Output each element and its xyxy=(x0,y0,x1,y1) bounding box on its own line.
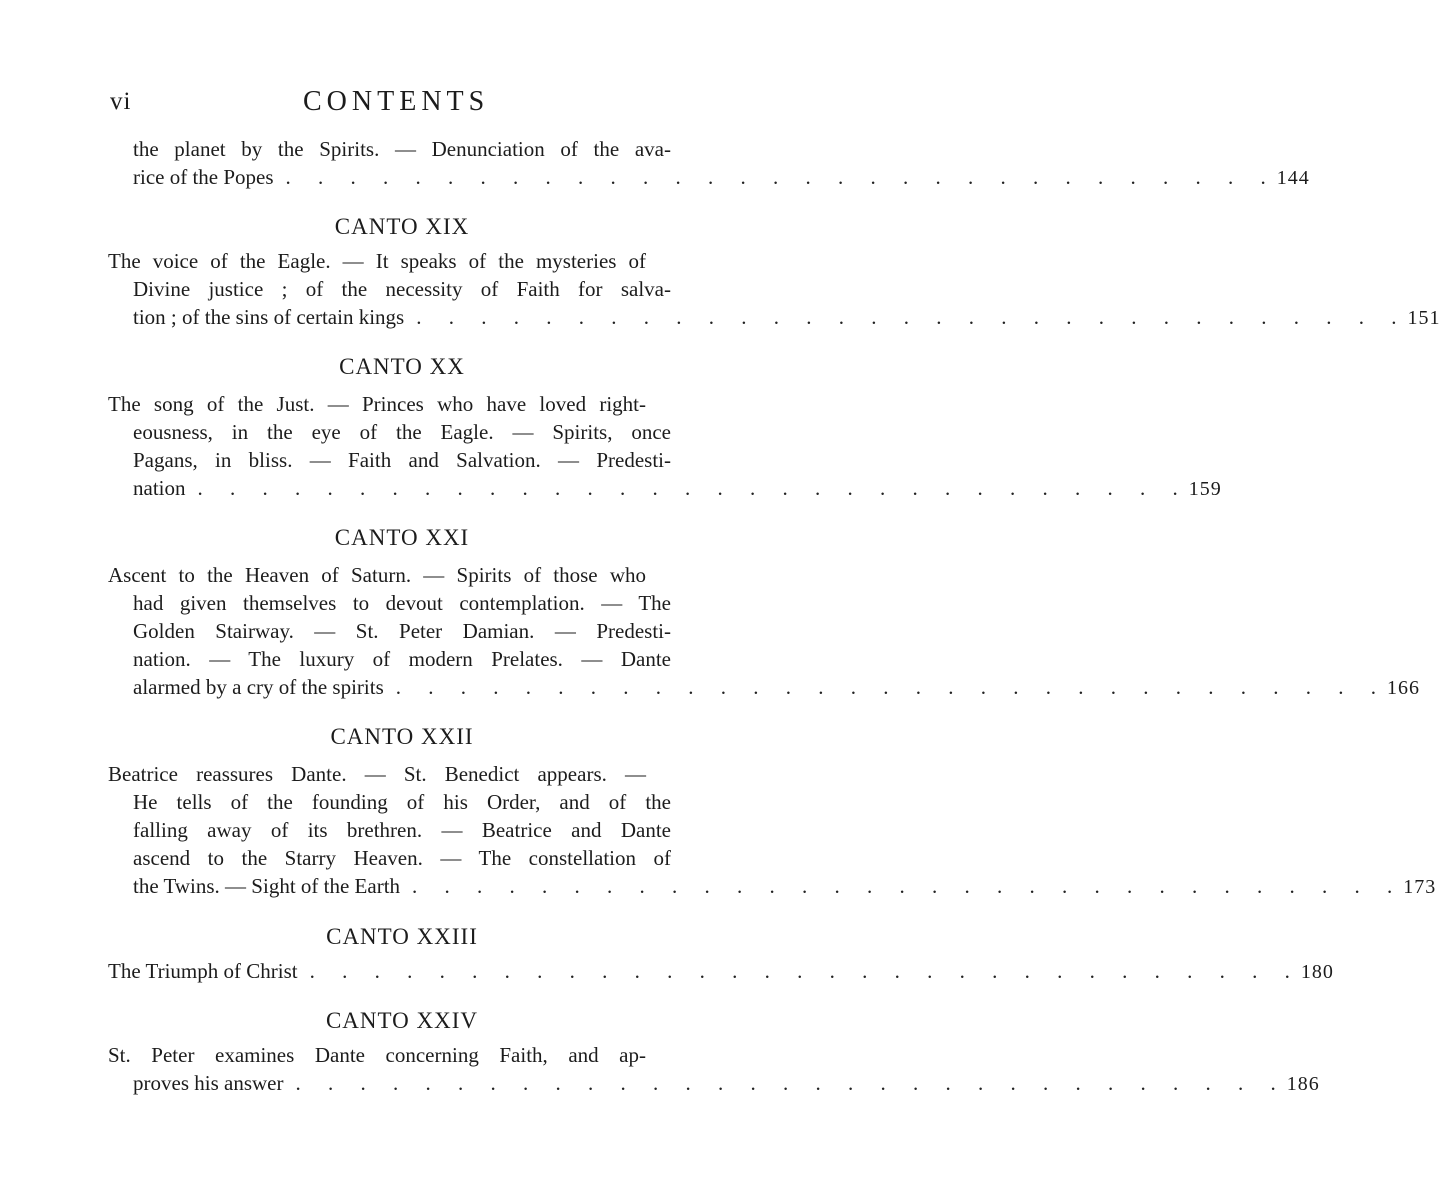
entry-page-number: 144 xyxy=(1276,167,1310,189)
entry-page-number: 151 xyxy=(1407,307,1440,329)
entry-line: tion ; of the sins of certain kings xyxy=(133,305,405,329)
entry-page-number: 166 xyxy=(1387,677,1420,699)
dot-leader: . . . . . . . . . . . . . . . . . . . . . . . . . . . . . . . xyxy=(412,874,1404,898)
entry-line: He tells of the founding of his Order, and of the xyxy=(133,790,671,814)
canto-heading: CANTO XIX xyxy=(334,214,470,239)
dot-leader: . . . . . . . . . . . . . . . . . . . . . . . . . . . . . . . xyxy=(309,959,1301,983)
canto-heading: CANTO XX xyxy=(339,354,465,379)
toc-entry xyxy=(108,561,1420,701)
canto-heading: CANTO XXI xyxy=(334,525,470,550)
entry-line: the planet by the Spirits. — Denunciation of the ava- xyxy=(133,137,671,161)
toc-entry xyxy=(108,390,1222,502)
entry-line: ascend to the Starry Heaven. — The constellation of xyxy=(133,846,671,870)
entry-line: The voice of the Eagle. — It speaks of the mysteries of xyxy=(108,249,646,273)
entry-line: Divine justice ; of the necessity of Faith for salva- xyxy=(133,277,671,301)
entry-page-number: 159 xyxy=(1188,478,1222,500)
entry-last-line xyxy=(108,163,1310,191)
canto-heading: CANTO XXIV xyxy=(325,1008,479,1033)
running-head: CONTENTS xyxy=(303,86,490,117)
canto-heading: CANTO XXII xyxy=(330,724,474,749)
entry-line: alarmed by a cry of the spirits xyxy=(133,675,384,699)
dot-leader: . . . . . . . . . . . . . . . . . . . . . . . . . . . . . . . xyxy=(416,305,1408,329)
entry-line: The Triumph of Christ xyxy=(108,959,298,983)
toc-entry xyxy=(108,957,1334,985)
entry-line: Ascent to the Heaven of Saturn. — Spirits of those who xyxy=(108,563,646,587)
dot-leader: . . . . . . . . . . . . . . . . . . . . . . . . . . . . . . . xyxy=(197,476,1189,500)
dot-leader: . . . . . . . . . . . . . . . . . . . . . . . . . . . . . . . xyxy=(285,165,1277,189)
entry-line: proves his answer xyxy=(133,1071,284,1095)
entry-last-line xyxy=(108,673,1420,701)
entry-line: falling away of its brethren. — Beatrice and Dante xyxy=(133,818,671,842)
entry-last-line xyxy=(108,957,1334,985)
entry-line: The song of the Just. — Princes who have loved right- xyxy=(108,392,646,416)
canto-heading: CANTO XXIII xyxy=(326,924,478,949)
dot-leader: . . . . . . . . . . . . . . . . . . . . . . . . . . . . . . . xyxy=(395,675,1387,699)
toc-entry xyxy=(108,135,1310,191)
entry-line: Golden Stairway. — St. Peter Damian. — Predesti- xyxy=(133,619,671,643)
page-number: vi xyxy=(110,88,132,115)
entry-last-line xyxy=(108,474,1222,502)
entry-line: eousness, in the eye of the Eagle. — Spirits, once xyxy=(133,420,671,444)
toc-entry xyxy=(108,760,1437,900)
dot-leader: . . . . . . . . . . . . . . . . . . . . . . . . . . . . . . . xyxy=(295,1071,1287,1095)
entry-line: the Twins. — Sight of the Earth xyxy=(133,874,401,898)
entry-last-line xyxy=(108,1069,1320,1097)
entry-line: St. Peter examines Dante concerning Faith, and ap- xyxy=(108,1043,646,1067)
entry-page-number: 186 xyxy=(1286,1073,1320,1095)
entry-line: had given themselves to devout contemplation. — The xyxy=(133,591,671,615)
toc-entry xyxy=(108,1041,1320,1097)
entry-last-line xyxy=(108,872,1437,900)
entry-line: nation xyxy=(133,476,186,500)
entry-page-number: 180 xyxy=(1300,961,1334,983)
entry-line: Beatrice reassures Dante. — St. Benedict appears. — xyxy=(108,762,646,786)
entry-page-number: 173 xyxy=(1403,876,1437,898)
entry-line: Pagans, in bliss. — Faith and Salvation. — Predesti- xyxy=(133,448,671,472)
entry-line: nation. — The luxury of modern Prelates. — Dante xyxy=(133,647,671,671)
toc-entry xyxy=(108,247,1440,331)
entry-last-line xyxy=(108,303,1440,331)
entry-line: rice of the Popes xyxy=(133,165,274,189)
